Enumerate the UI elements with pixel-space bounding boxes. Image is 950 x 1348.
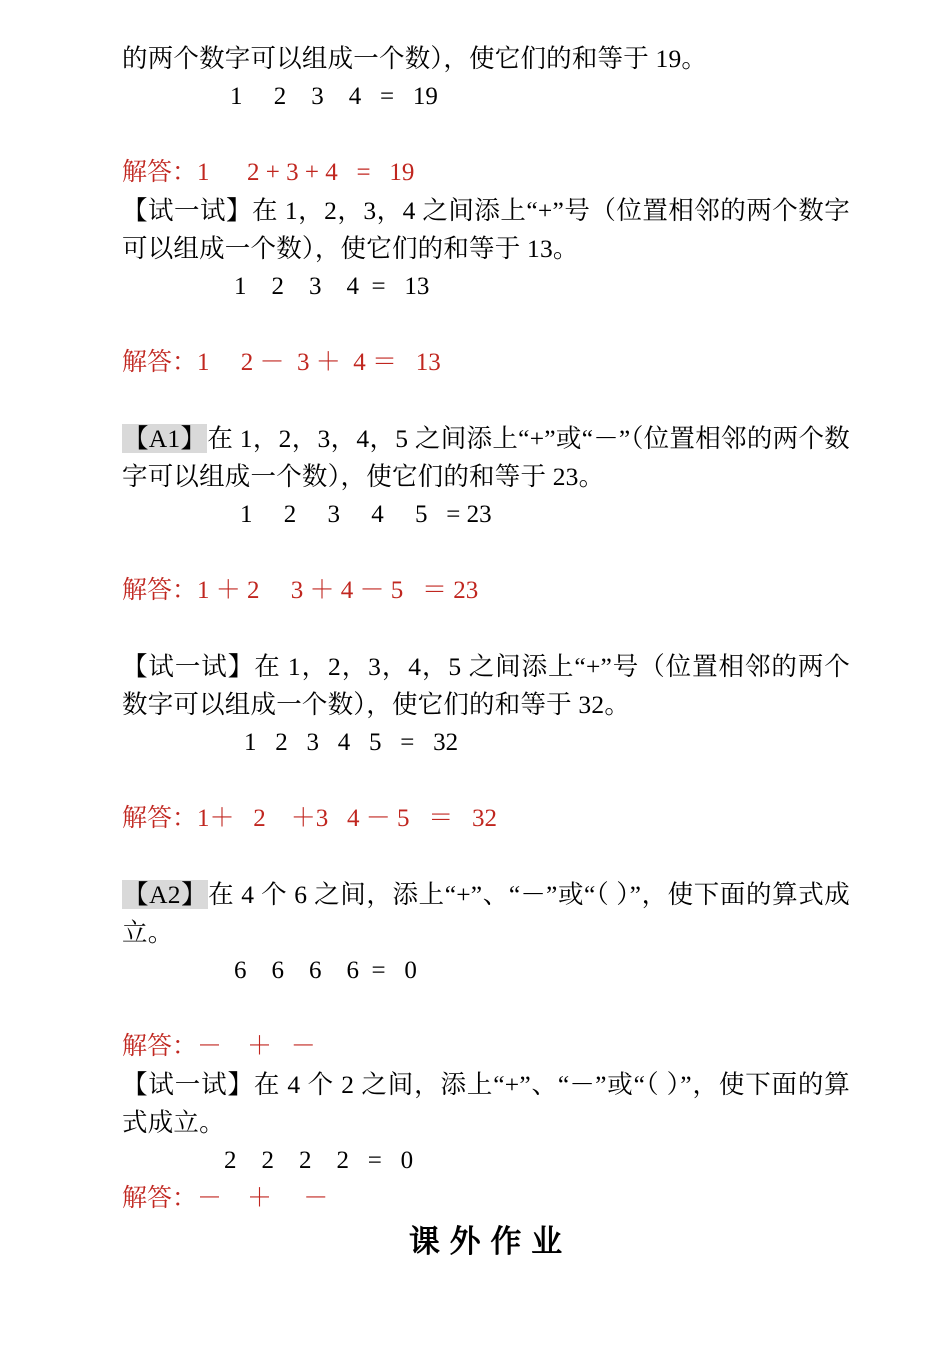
answer-line-32 — [122, 800, 850, 838]
section-heading: 课 外 作 业 — [408, 1224, 564, 1259]
equation-line-2222: 2 2 2 2 = 0 — [224, 1147, 414, 1174]
paragraph-problem-a2 — [122, 876, 850, 952]
answer-expression: 1 ＋ 2 3 ＋ 4 － 5 ＝ 23 — [197, 577, 479, 604]
equation-line-32: 1 2 3 4 5 = 32 — [244, 729, 459, 756]
answer-label: 解答： — [122, 1185, 198, 1212]
answer-line-23 — [122, 572, 850, 610]
problem-tag-a1: 【A1】 — [123, 424, 207, 453]
answer-expression: － ＋ － — [197, 1185, 329, 1212]
answer-line-6666 — [122, 1028, 850, 1066]
answer-label: 解答： — [122, 577, 198, 604]
try-text: 在 1，2，3，4，5 之间添上“+”号（位置相邻的两个数字可以组成一个数），使它们的和等于 32。 — [122, 652, 850, 719]
paragraph-try-1 — [122, 192, 850, 268]
try-tag: 【试一试】 — [122, 652, 255, 681]
answer-expression: 1 2 + 3 + 4 = 19 — [197, 159, 415, 186]
answer-label: 解答： — [122, 805, 198, 832]
equation-line-19: 1 2 3 4 = 19 — [230, 83, 438, 110]
vertical-spacer — [122, 534, 850, 572]
answer-expression: 1 2 － 3 ＋ 4 ＝ 13 — [197, 349, 441, 376]
answer-label: 解答： — [122, 159, 198, 186]
paragraph-try-3 — [122, 1066, 850, 1142]
try-tag: 【试一试】 — [122, 1070, 254, 1099]
vertical-spacer — [122, 610, 850, 648]
vertical-spacer — [122, 382, 850, 420]
vertical-spacer — [122, 838, 850, 876]
try-text: 在 4 个 2 之间，添上“+”、“－”或“（ ）”，使下面的算式成立。 — [122, 1070, 850, 1137]
paragraph-problem-a1 — [122, 420, 850, 496]
vertical-spacer — [122, 762, 850, 800]
equation-line-23: 1 2 3 4 5 = 23 — [240, 501, 492, 528]
try-tag: 【试一试】 — [122, 196, 252, 225]
answer-expression: － ＋ － — [197, 1033, 316, 1060]
answer-label: 解答： — [122, 1033, 198, 1060]
vertical-spacer — [122, 306, 850, 344]
problem-text-a1: 在 1，2，3，4，5 之间添上“+”或“－”（位置相邻的两个数字可以组成一个数），使它们的和等于 23。 — [122, 424, 851, 491]
answer-expression: 1＋ 2 ＋3 4 － 5 ＝ 32 — [197, 805, 498, 832]
paragraph-try-2 — [122, 648, 850, 724]
equation-line-6666: 6 6 6 6 = 0 — [234, 957, 417, 984]
vertical-spacer — [122, 990, 850, 1028]
problem-text-a2: 在 4 个 6 之间，添上“+”、“－”或“（ ）”，使下面的算式成立。 — [122, 880, 850, 947]
try-text: 在 1，2，3，4 之间添上“+”号（位置相邻的两个数字可以组成一个数），使它们的和等于 13。 — [122, 196, 850, 263]
answer-label: 解答： — [122, 349, 198, 376]
answer-line-2222 — [122, 1180, 850, 1218]
answer-line-13 — [122, 344, 850, 382]
equation-line-13: 1 2 3 4 = 13 — [234, 273, 430, 300]
problem-tag-a2: 【A2】 — [123, 880, 208, 909]
vertical-spacer — [122, 116, 850, 154]
paragraph-intro-continuation: 的两个数字可以组成一个数），使它们的和等于 19。 — [122, 44, 708, 73]
answer-line-19 — [122, 154, 850, 192]
